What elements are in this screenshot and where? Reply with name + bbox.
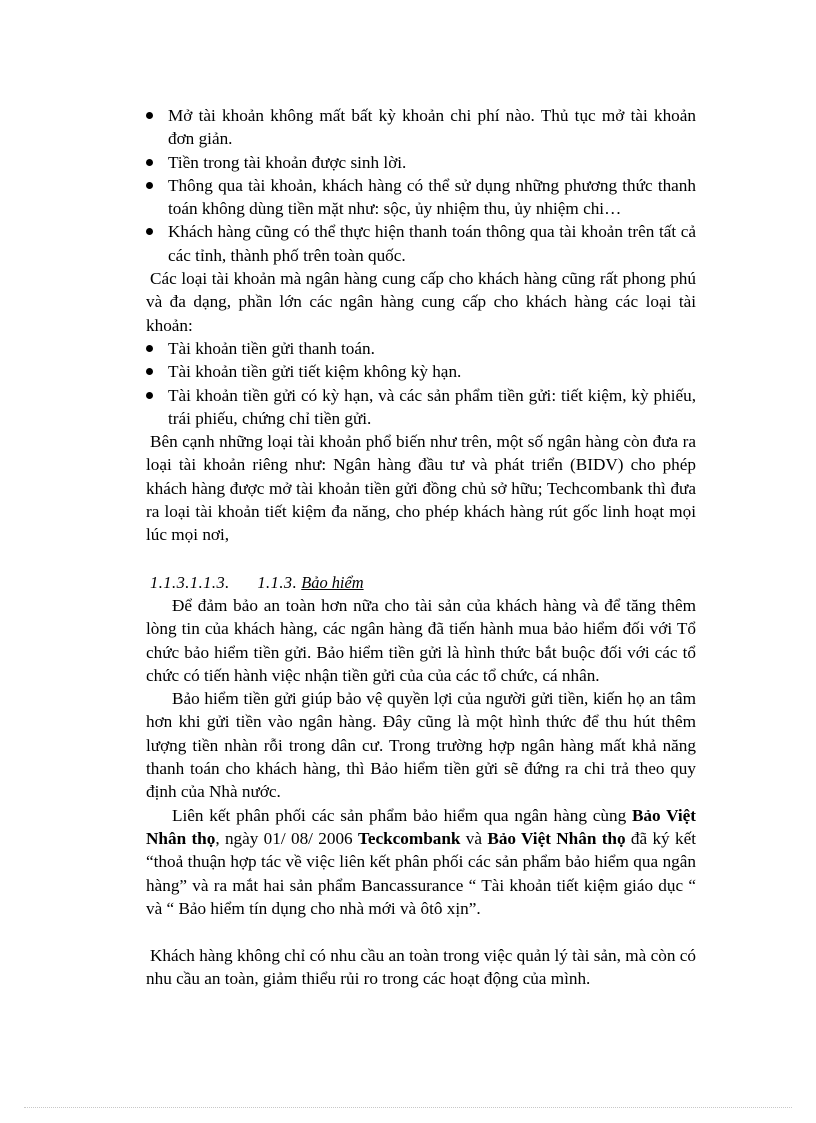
list-item: Mở tài khoản không mất bất kỳ khoản chi phí nào. Thủ tục mở tài khoản đơn giản. [146,104,696,151]
paragraph-account-types: Các loại tài khoản mà ngân hàng cung cấp cho khách hàng cũng rất phong phú và đa dạng, phần lớn các ngân hàng cung cấp cho khách hàng các loại tài khoản: [146,269,696,335]
page-border [24,1107,792,1108]
account-types-list [146,337,696,430]
bullet-icon [146,368,153,375]
paragraph-closing: Khách hàng không chỉ có nhu cầu an toàn trong việc quản lý tài sản, mà còn có nhu cầu an toàn, giảm thiểu rủi ro trong các hoạt động của mình. [146,946,696,989]
list-item: Khách hàng cũng có thể thực hiện thanh toán thông qua tài khoản trên tất cả các tỉnh, thành phố trên toàn quốc. [146,220,696,267]
paragraph-insurance-2: Bảo hiểm tiền gửi giúp bảo vệ quyền lợi của người gửi tiền, kiến họ an tâm hơn khi gửi tiền vào ngân hàng. Đây cũng là một hình thức để thu hút thêm lượng tiền nhàn rỗi trong dân cư. Trong trường hợp ngân hàng mất khả năng thanh toán cho khách hàng, thì Bảo hiểm tiền gửi sẽ đứng ra chi trả theo quy định của Nhà nước. [146,689,696,802]
list-item: Tiền trong tài khoản được sinh lời. [146,151,696,174]
bullet-icon [146,112,153,119]
bullet-icon [146,182,153,189]
bullet-icon [146,228,153,235]
list-item: Tài khoản tiền gửi thanh toán. [146,337,696,360]
section-heading [150,571,696,594]
bullet-icon [146,159,153,166]
list-item: Tài khoản tiền gửi tiết kiệm không kỳ hạn. [146,360,696,383]
paragraph-insurance-1: Để đảm bảo an toàn hơn nữa cho tài sản của khách hàng và để tăng thêm lòng tin của khách hàng, các ngân hàng đã tiến hành mua bảo hiểm đối với Tổ chức bảo hiểm tiền gửi. Bảo hiểm tiền gửi là hình thức bắt buộc đối với các tổ chức có tiến hành việc nhận tiền gửi của của các tổ chức, cá nhân. [146,595,696,685]
document-page [146,104,696,991]
paragraph-special-accounts: Bên cạnh những loại tài khoản phổ biến như trên, một số ngân hàng còn đưa ra loại tài khoản riêng như: Ngân hàng đầu tư và phát triển (BIDV) cho phép khách hàng được mở tài khoản tiền gửi đồng chủ sở hữu; Techcombank thì đưa ra loại tài khoản tiết kiệm đa năng, cho phép khách hàng rút gốc linh hoạt mọi lúc mọi nơi, [146,432,696,545]
section-number: 1.1.3.1.1.3. 1.1.3. [150,572,298,592]
list-item: Tài khoản tiền gửi có kỳ hạn, và các sản phẩm tiền gửi: tiết kiệm, kỳ phiếu, trái phiếu, chứng chỉ tiền gửi. [146,384,696,431]
bullet-icon [146,345,153,352]
section-title: Bảo hiểm [301,572,364,592]
list-item: Thông qua tài khoản, khách hàng có thể sử dụng những phương thức thanh toán không dùng tiền mặt như: sộc, ủy nhiệm thu, ủy nhiệm chi… [146,174,696,221]
account-benefits-list [146,104,696,267]
spacer [146,920,696,944]
paragraph-bancassurance: Liên kết phân phối các sản phẩm bảo hiểm qua ngân hàng cùng Bảo Việt Nhân thọ, ngày 01/ 08/ 2006 Teckcombank và Bảo Việt Nhân thọ đã ký kết “thoả thuận hợp tác về việc liên kết phân phối các sản phẩm bảo hiểm qua ngân hàng” và ra mắt hai sản phẩm Bancassurance “ Tài khoản tiết kiệm giáo dục “ và “ Bảo hiểm tín dụng cho nhà mới và ôtô xịn”. [146,805,697,918]
bullet-icon [146,392,153,399]
